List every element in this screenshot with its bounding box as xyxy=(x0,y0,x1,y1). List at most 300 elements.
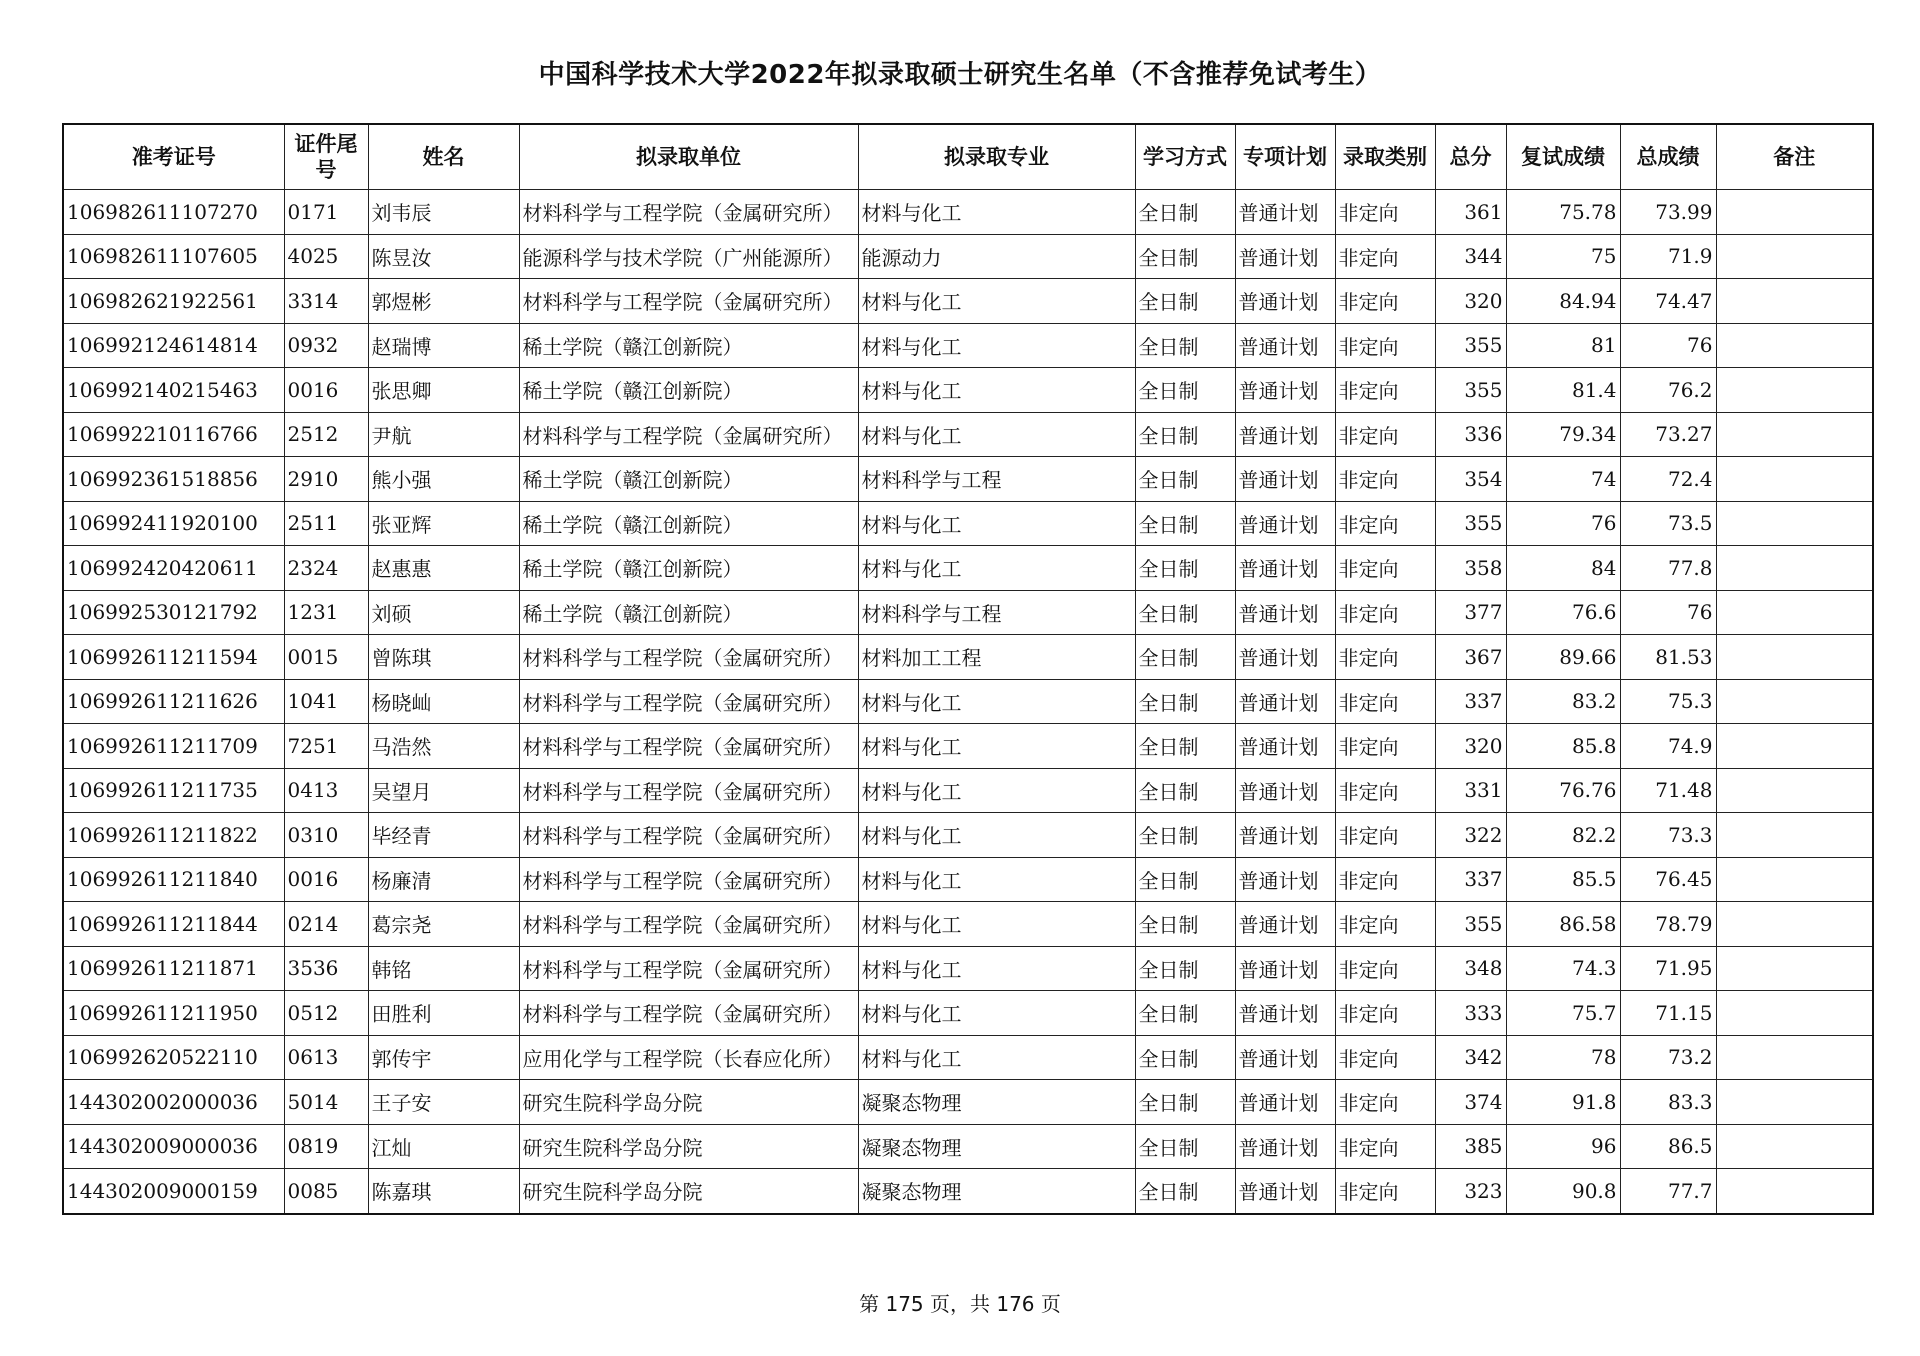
major-cell: 材料科学与工程 xyxy=(858,590,1135,635)
admission-type-cell: 非定向 xyxy=(1335,190,1435,235)
exam-id-cell: 106992611211844 xyxy=(63,902,284,947)
study-mode-cell: 全日制 xyxy=(1135,501,1235,546)
name-cell: 韩铭 xyxy=(368,946,519,991)
unit-cell: 能源科学与技术学院（广州能源所） xyxy=(519,234,858,279)
total-score-cell: 336 xyxy=(1435,412,1506,457)
unit-cell: 应用化学与工程学院（长春应化所） xyxy=(519,1035,858,1080)
admission-type-cell: 非定向 xyxy=(1335,368,1435,413)
col-exam-id: 准考证号 xyxy=(63,124,284,190)
unit-cell: 稀土学院（赣江创新院） xyxy=(519,457,858,502)
total-score-cell: 337 xyxy=(1435,857,1506,902)
remarks-cell xyxy=(1716,501,1873,546)
retest-score-cell: 78 xyxy=(1506,1035,1620,1080)
exam-id-cell: 144302009000036 xyxy=(63,1124,284,1169)
major-cell: 材料与化工 xyxy=(858,768,1135,813)
final-score-cell: 72.4 xyxy=(1620,457,1716,502)
study-mode-cell: 全日制 xyxy=(1135,412,1235,457)
exam-id-cell: 106992611211840 xyxy=(63,857,284,902)
table-row xyxy=(63,279,1873,324)
admission-type-cell: 非定向 xyxy=(1335,457,1435,502)
exam-id-cell: 106992620522110 xyxy=(63,1035,284,1080)
retest-score-cell: 96 xyxy=(1506,1124,1620,1169)
admission-type-cell: 非定向 xyxy=(1335,724,1435,769)
exam-id-cell: 106992611211735 xyxy=(63,768,284,813)
table-row xyxy=(63,635,1873,680)
table-row xyxy=(63,1124,1873,1169)
exam-id-cell: 106982621922561 xyxy=(63,279,284,324)
id-suffix-cell: 2511 xyxy=(284,501,368,546)
name-cell: 郭煜彬 xyxy=(368,279,519,324)
unit-cell: 材料科学与工程学院（金属研究所） xyxy=(519,279,858,324)
major-cell: 材料与化工 xyxy=(858,902,1135,947)
total-score-cell: 322 xyxy=(1435,813,1506,858)
total-score-cell: 367 xyxy=(1435,635,1506,680)
special-plan-cell: 普通计划 xyxy=(1235,813,1335,858)
major-cell: 材料与化工 xyxy=(858,991,1135,1036)
name-cell: 郭传宇 xyxy=(368,1035,519,1080)
final-score-cell: 73.99 xyxy=(1620,190,1716,235)
table-row xyxy=(63,501,1873,546)
total-score-cell: 348 xyxy=(1435,946,1506,991)
major-cell: 材料科学与工程 xyxy=(858,457,1135,502)
remarks-cell xyxy=(1716,724,1873,769)
special-plan-cell: 普通计划 xyxy=(1235,590,1335,635)
table-row xyxy=(63,1035,1873,1080)
id-suffix-cell: 0310 xyxy=(284,813,368,858)
table-row xyxy=(63,234,1873,279)
admission-type-cell: 非定向 xyxy=(1335,1080,1435,1125)
major-cell: 材料与化工 xyxy=(858,813,1135,858)
retest-score-cell: 85.5 xyxy=(1506,857,1620,902)
retest-score-cell: 75 xyxy=(1506,234,1620,279)
table-row xyxy=(63,813,1873,858)
id-suffix-cell: 3536 xyxy=(284,946,368,991)
study-mode-cell: 全日制 xyxy=(1135,190,1235,235)
id-suffix-cell: 0613 xyxy=(284,1035,368,1080)
unit-cell: 研究生院科学岛分院 xyxy=(519,1080,858,1125)
special-plan-cell: 普通计划 xyxy=(1235,857,1335,902)
special-plan-cell: 普通计划 xyxy=(1235,724,1335,769)
unit-cell: 稀土学院（赣江创新院） xyxy=(519,501,858,546)
major-cell: 材料与化工 xyxy=(858,724,1135,769)
exam-id-cell: 106992611211950 xyxy=(63,991,284,1036)
major-cell: 凝聚态物理 xyxy=(858,1080,1135,1125)
admission-type-cell: 非定向 xyxy=(1335,857,1435,902)
special-plan-cell: 普通计划 xyxy=(1235,768,1335,813)
name-cell: 毕经青 xyxy=(368,813,519,858)
final-score-cell: 77.8 xyxy=(1620,546,1716,591)
special-plan-cell: 普通计划 xyxy=(1235,368,1335,413)
exam-id-cell: 106982611107605 xyxy=(63,234,284,279)
name-cell: 江灿 xyxy=(368,1124,519,1169)
name-cell: 陈嘉琪 xyxy=(368,1169,519,1214)
total-score-cell: 337 xyxy=(1435,679,1506,724)
table-row xyxy=(63,768,1873,813)
final-score-cell: 78.79 xyxy=(1620,902,1716,947)
total-score-cell: 355 xyxy=(1435,323,1506,368)
study-mode-cell: 全日制 xyxy=(1135,1169,1235,1214)
unit-cell: 材料科学与工程学院（金属研究所） xyxy=(519,857,858,902)
retest-score-cell: 84 xyxy=(1506,546,1620,591)
exam-id-cell: 106992611211626 xyxy=(63,679,284,724)
table-row xyxy=(63,412,1873,457)
exam-id-cell: 106992420420611 xyxy=(63,546,284,591)
admission-type-cell: 非定向 xyxy=(1335,590,1435,635)
name-cell: 王子安 xyxy=(368,1080,519,1125)
retest-score-cell: 81.4 xyxy=(1506,368,1620,413)
name-cell: 赵惠惠 xyxy=(368,546,519,591)
total-score-cell: 358 xyxy=(1435,546,1506,591)
unit-cell: 材料科学与工程学院（金属研究所） xyxy=(519,724,858,769)
study-mode-cell: 全日制 xyxy=(1135,323,1235,368)
major-cell: 材料与化工 xyxy=(858,501,1135,546)
final-score-cell: 73.27 xyxy=(1620,412,1716,457)
table-row xyxy=(63,323,1873,368)
name-cell: 刘韦辰 xyxy=(368,190,519,235)
name-cell: 吴望月 xyxy=(368,768,519,813)
unit-cell: 材料科学与工程学院（金属研究所） xyxy=(519,991,858,1036)
retest-score-cell: 75.78 xyxy=(1506,190,1620,235)
table-row xyxy=(63,902,1873,947)
col-retest-score: 复试成绩 xyxy=(1506,124,1620,190)
retest-score-cell: 74 xyxy=(1506,457,1620,502)
study-mode-cell: 全日制 xyxy=(1135,279,1235,324)
name-cell: 曾陈琪 xyxy=(368,635,519,680)
retest-score-cell: 85.8 xyxy=(1506,724,1620,769)
remarks-cell xyxy=(1716,946,1873,991)
id-suffix-cell: 4025 xyxy=(284,234,368,279)
table-row xyxy=(63,724,1873,769)
study-mode-cell: 全日制 xyxy=(1135,724,1235,769)
final-score-cell: 73.5 xyxy=(1620,501,1716,546)
retest-score-cell: 83.2 xyxy=(1506,679,1620,724)
retest-score-cell: 81 xyxy=(1506,323,1620,368)
name-cell: 张亚辉 xyxy=(368,501,519,546)
remarks-cell xyxy=(1716,813,1873,858)
col-admission-type: 录取类别 xyxy=(1335,124,1435,190)
col-unit: 拟录取单位 xyxy=(519,124,858,190)
exam-id-cell: 106992411920100 xyxy=(63,501,284,546)
table-row xyxy=(63,590,1873,635)
id-suffix-cell: 0214 xyxy=(284,902,368,947)
final-score-cell: 76.2 xyxy=(1620,368,1716,413)
col-major: 拟录取专业 xyxy=(858,124,1135,190)
unit-cell: 材料科学与工程学院（金属研究所） xyxy=(519,190,858,235)
remarks-cell xyxy=(1716,457,1873,502)
admission-type-cell: 非定向 xyxy=(1335,768,1435,813)
id-suffix-cell: 0932 xyxy=(284,323,368,368)
major-cell: 凝聚态物理 xyxy=(858,1169,1135,1214)
admission-type-cell: 非定向 xyxy=(1335,1169,1435,1214)
retest-score-cell: 79.34 xyxy=(1506,412,1620,457)
special-plan-cell: 普通计划 xyxy=(1235,412,1335,457)
exam-id-cell: 106992611211594 xyxy=(63,635,284,680)
total-score-cell: 355 xyxy=(1435,501,1506,546)
final-score-cell: 71.9 xyxy=(1620,234,1716,279)
exam-id-cell: 106992611211871 xyxy=(63,946,284,991)
major-cell: 材料与化工 xyxy=(858,190,1135,235)
name-cell: 刘硕 xyxy=(368,590,519,635)
total-score-cell: 354 xyxy=(1435,457,1506,502)
admission-type-cell: 非定向 xyxy=(1335,546,1435,591)
special-plan-cell: 普通计划 xyxy=(1235,279,1335,324)
final-score-cell: 71.95 xyxy=(1620,946,1716,991)
col-special-plan: 专项计划 xyxy=(1235,124,1335,190)
total-score-cell: 320 xyxy=(1435,724,1506,769)
unit-cell: 材料科学与工程学院（金属研究所） xyxy=(519,635,858,680)
exam-id-cell: 106992530121792 xyxy=(63,590,284,635)
total-score-cell: 342 xyxy=(1435,1035,1506,1080)
id-suffix-cell: 0016 xyxy=(284,368,368,413)
retest-score-cell: 90.8 xyxy=(1506,1169,1620,1214)
table-row xyxy=(63,368,1873,413)
study-mode-cell: 全日制 xyxy=(1135,813,1235,858)
major-cell: 能源动力 xyxy=(858,234,1135,279)
id-suffix-cell: 0016 xyxy=(284,857,368,902)
admission-type-cell: 非定向 xyxy=(1335,1035,1435,1080)
retest-score-cell: 76.76 xyxy=(1506,768,1620,813)
major-cell: 凝聚态物理 xyxy=(858,1124,1135,1169)
remarks-cell xyxy=(1716,1035,1873,1080)
id-suffix-cell: 7251 xyxy=(284,724,368,769)
table-row xyxy=(63,546,1873,591)
major-cell: 材料与化工 xyxy=(858,368,1135,413)
major-cell: 材料与化工 xyxy=(858,279,1135,324)
study-mode-cell: 全日制 xyxy=(1135,590,1235,635)
remarks-cell xyxy=(1716,768,1873,813)
study-mode-cell: 全日制 xyxy=(1135,635,1235,680)
unit-cell: 稀土学院（赣江创新院） xyxy=(519,546,858,591)
remarks-cell xyxy=(1716,368,1873,413)
retest-score-cell: 74.3 xyxy=(1506,946,1620,991)
name-cell: 田胜利 xyxy=(368,991,519,1036)
remarks-cell xyxy=(1716,902,1873,947)
id-suffix-cell: 0015 xyxy=(284,635,368,680)
id-suffix-cell: 1231 xyxy=(284,590,368,635)
remarks-cell xyxy=(1716,991,1873,1036)
col-name: 姓名 xyxy=(368,124,519,190)
total-score-cell: 331 xyxy=(1435,768,1506,813)
admission-type-cell: 非定向 xyxy=(1335,946,1435,991)
final-score-cell: 73.3 xyxy=(1620,813,1716,858)
remarks-cell xyxy=(1716,1080,1873,1125)
remarks-cell xyxy=(1716,412,1873,457)
study-mode-cell: 全日制 xyxy=(1135,1035,1235,1080)
id-suffix-cell: 0413 xyxy=(284,768,368,813)
admission-type-cell: 非定向 xyxy=(1335,902,1435,947)
special-plan-cell: 普通计划 xyxy=(1235,946,1335,991)
study-mode-cell: 全日制 xyxy=(1135,368,1235,413)
id-suffix-cell: 3314 xyxy=(284,279,368,324)
final-score-cell: 75.3 xyxy=(1620,679,1716,724)
final-score-cell: 83.3 xyxy=(1620,1080,1716,1125)
total-score-cell: 377 xyxy=(1435,590,1506,635)
major-cell: 材料与化工 xyxy=(858,679,1135,724)
major-cell: 材料加工工程 xyxy=(858,635,1135,680)
name-cell: 葛宗尧 xyxy=(368,902,519,947)
study-mode-cell: 全日制 xyxy=(1135,768,1235,813)
study-mode-cell: 全日制 xyxy=(1135,679,1235,724)
col-id-suffix: 证件尾号 xyxy=(284,124,368,190)
table-row xyxy=(63,457,1873,502)
retest-score-cell: 91.8 xyxy=(1506,1080,1620,1125)
admission-type-cell: 非定向 xyxy=(1335,279,1435,324)
name-cell: 赵瑞博 xyxy=(368,323,519,368)
unit-cell: 材料科学与工程学院（金属研究所） xyxy=(519,813,858,858)
retest-score-cell: 76.6 xyxy=(1506,590,1620,635)
table-row xyxy=(63,1169,1873,1214)
unit-cell: 研究生院科学岛分院 xyxy=(519,1169,858,1214)
id-suffix-cell: 0819 xyxy=(284,1124,368,1169)
name-cell: 杨廉清 xyxy=(368,857,519,902)
name-cell: 马浩然 xyxy=(368,724,519,769)
remarks-cell xyxy=(1716,546,1873,591)
study-mode-cell: 全日制 xyxy=(1135,902,1235,947)
final-score-cell: 71.48 xyxy=(1620,768,1716,813)
retest-score-cell: 76 xyxy=(1506,501,1620,546)
admission-type-cell: 非定向 xyxy=(1335,234,1435,279)
remarks-cell xyxy=(1716,1124,1873,1169)
remarks-cell xyxy=(1716,1169,1873,1214)
id-suffix-cell: 0085 xyxy=(284,1169,368,1214)
total-score-cell: 374 xyxy=(1435,1080,1506,1125)
major-cell: 材料与化工 xyxy=(858,946,1135,991)
total-score-cell: 355 xyxy=(1435,902,1506,947)
admission-table xyxy=(62,123,1874,1215)
study-mode-cell: 全日制 xyxy=(1135,991,1235,1036)
special-plan-cell: 普通计划 xyxy=(1235,1124,1335,1169)
study-mode-cell: 全日制 xyxy=(1135,1080,1235,1125)
final-score-cell: 76 xyxy=(1620,323,1716,368)
special-plan-cell: 普通计划 xyxy=(1235,1035,1335,1080)
unit-cell: 材料科学与工程学院（金属研究所） xyxy=(519,946,858,991)
unit-cell: 稀土学院（赣江创新院） xyxy=(519,368,858,413)
table-row xyxy=(63,679,1873,724)
study-mode-cell: 全日制 xyxy=(1135,457,1235,502)
remarks-cell xyxy=(1716,857,1873,902)
special-plan-cell: 普通计划 xyxy=(1235,501,1335,546)
retest-score-cell: 82.2 xyxy=(1506,813,1620,858)
col-study-mode: 学习方式 xyxy=(1135,124,1235,190)
exam-id-cell: 106992140215463 xyxy=(63,368,284,413)
name-cell: 张思卿 xyxy=(368,368,519,413)
name-cell: 熊小强 xyxy=(368,457,519,502)
remarks-cell xyxy=(1716,190,1873,235)
id-suffix-cell: 0512 xyxy=(284,991,368,1036)
id-suffix-cell: 1041 xyxy=(284,679,368,724)
admission-type-cell: 非定向 xyxy=(1335,679,1435,724)
retest-score-cell: 86.58 xyxy=(1506,902,1620,947)
exam-id-cell: 106982611107270 xyxy=(63,190,284,235)
admission-type-cell: 非定向 xyxy=(1335,412,1435,457)
remarks-cell xyxy=(1716,590,1873,635)
total-score-cell: 355 xyxy=(1435,368,1506,413)
major-cell: 材料与化工 xyxy=(858,412,1135,457)
retest-score-cell: 89.66 xyxy=(1506,635,1620,680)
final-score-cell: 74.9 xyxy=(1620,724,1716,769)
exam-id-cell: 144302002000036 xyxy=(63,1080,284,1125)
table-row xyxy=(63,991,1873,1036)
special-plan-cell: 普通计划 xyxy=(1235,546,1335,591)
exam-id-cell: 106992611211709 xyxy=(63,724,284,769)
col-final-score: 总成绩 xyxy=(1620,124,1716,190)
exam-id-cell: 106992210116766 xyxy=(63,412,284,457)
special-plan-cell: 普通计划 xyxy=(1235,635,1335,680)
id-suffix-cell: 2512 xyxy=(284,412,368,457)
admission-type-cell: 非定向 xyxy=(1335,501,1435,546)
unit-cell: 材料科学与工程学院（金属研究所） xyxy=(519,412,858,457)
major-cell: 材料与化工 xyxy=(858,857,1135,902)
final-score-cell: 74.47 xyxy=(1620,279,1716,324)
final-score-cell: 71.15 xyxy=(1620,991,1716,1036)
remarks-cell xyxy=(1716,679,1873,724)
unit-cell: 稀土学院（赣江创新院） xyxy=(519,590,858,635)
table-body xyxy=(63,190,1873,1214)
total-score-cell: 361 xyxy=(1435,190,1506,235)
retest-score-cell: 75.7 xyxy=(1506,991,1620,1036)
final-score-cell: 76.45 xyxy=(1620,857,1716,902)
id-suffix-cell: 2324 xyxy=(284,546,368,591)
special-plan-cell: 普通计划 xyxy=(1235,234,1335,279)
col-total-score: 总分 xyxy=(1435,124,1506,190)
remarks-cell xyxy=(1716,234,1873,279)
admission-type-cell: 非定向 xyxy=(1335,1124,1435,1169)
special-plan-cell: 普通计划 xyxy=(1235,902,1335,947)
table-header-row xyxy=(63,124,1873,190)
remarks-cell xyxy=(1716,279,1873,324)
unit-cell: 稀土学院（赣江创新院） xyxy=(519,323,858,368)
exam-id-cell: 106992124614814 xyxy=(63,323,284,368)
study-mode-cell: 全日制 xyxy=(1135,546,1235,591)
total-score-cell: 385 xyxy=(1435,1124,1506,1169)
special-plan-cell: 普通计划 xyxy=(1235,1080,1335,1125)
admission-type-cell: 非定向 xyxy=(1335,635,1435,680)
exam-id-cell: 106992361518856 xyxy=(63,457,284,502)
unit-cell: 材料科学与工程学院（金属研究所） xyxy=(519,902,858,947)
table-row xyxy=(63,190,1873,235)
total-score-cell: 320 xyxy=(1435,279,1506,324)
special-plan-cell: 普通计划 xyxy=(1235,190,1335,235)
col-remarks: 备注 xyxy=(1716,124,1873,190)
final-score-cell: 73.2 xyxy=(1620,1035,1716,1080)
major-cell: 材料与化工 xyxy=(858,546,1135,591)
name-cell: 杨晓屾 xyxy=(368,679,519,724)
special-plan-cell: 普通计划 xyxy=(1235,991,1335,1036)
id-suffix-cell: 2910 xyxy=(284,457,368,502)
special-plan-cell: 普通计划 xyxy=(1235,1169,1335,1214)
table-row xyxy=(63,946,1873,991)
remarks-cell xyxy=(1716,635,1873,680)
total-score-cell: 323 xyxy=(1435,1169,1506,1214)
admission-type-cell: 非定向 xyxy=(1335,323,1435,368)
remarks-cell xyxy=(1716,323,1873,368)
admission-type-cell: 非定向 xyxy=(1335,813,1435,858)
name-cell: 陈昱汝 xyxy=(368,234,519,279)
unit-cell: 材料科学与工程学院（金属研究所） xyxy=(519,768,858,813)
total-score-cell: 333 xyxy=(1435,991,1506,1036)
major-cell: 材料与化工 xyxy=(858,1035,1135,1080)
page-title: 中国科学技术大学2022年拟录取硕士研究生名单（不含推荐免试考生） xyxy=(538,60,1382,90)
final-score-cell: 86.5 xyxy=(1620,1124,1716,1169)
special-plan-cell: 普通计划 xyxy=(1235,679,1335,724)
table-row xyxy=(63,857,1873,902)
unit-cell: 研究生院科学岛分院 xyxy=(519,1124,858,1169)
admission-type-cell: 非定向 xyxy=(1335,991,1435,1036)
special-plan-cell: 普通计划 xyxy=(1235,457,1335,502)
final-score-cell: 77.7 xyxy=(1620,1169,1716,1214)
id-suffix-cell: 0171 xyxy=(284,190,368,235)
exam-id-cell: 144302009000159 xyxy=(63,1169,284,1214)
